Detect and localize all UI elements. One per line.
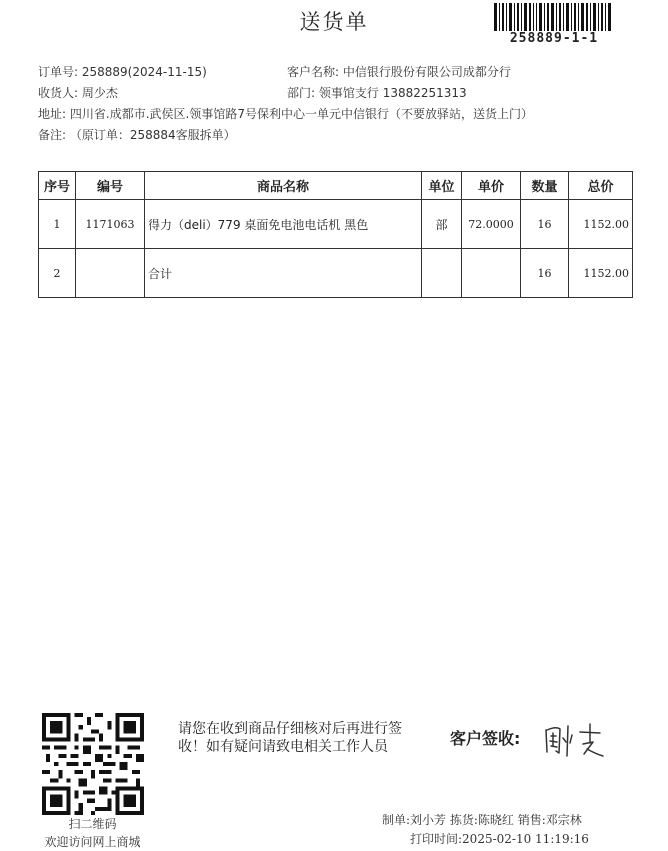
cell-code xyxy=(76,249,145,298)
receiver-label: 收货人: xyxy=(38,86,79,100)
qr-code-icon xyxy=(42,713,144,815)
makers-line: 制单:刘小芳 拣货:陈晓红 销售:邓宗林 xyxy=(382,813,582,827)
document-title: 送货单 xyxy=(299,10,369,34)
cell-code: 1171063 xyxy=(76,200,145,249)
cell-total: 1152.00 xyxy=(569,200,633,249)
header-index: 序号 xyxy=(39,172,76,200)
cell-total: 1152.00 xyxy=(569,249,633,298)
qr-caption-line1: 扫二维码 xyxy=(68,817,117,831)
cell-quantity: 16 xyxy=(521,200,569,249)
cell-unit: 部 xyxy=(422,200,462,249)
barcode xyxy=(494,3,612,31)
department-field xyxy=(287,84,467,101)
remark-field xyxy=(38,126,236,143)
cell-index: 2 xyxy=(39,249,76,298)
receiver-field xyxy=(38,84,118,101)
order-number-field xyxy=(38,63,207,80)
remark-label: 备注: xyxy=(38,128,67,142)
notice-line2: 收！如有疑问请致电相关工作人员 xyxy=(178,739,388,755)
customer-name-label: 客户名称: xyxy=(287,65,340,79)
customer-name-field xyxy=(287,63,511,80)
cell-quantity: 16 xyxy=(521,249,569,298)
qr-caption-line2: 欢迎访问网上商城 xyxy=(44,835,141,849)
remark-value: （原订单：258884客服拆单） xyxy=(69,128,236,142)
notice-text xyxy=(178,720,402,756)
cell-unit-price xyxy=(462,249,521,298)
table-row xyxy=(39,200,633,249)
qr-caption xyxy=(20,815,165,851)
items-table xyxy=(38,171,633,298)
order-number-value: 258889(2024-11-15) xyxy=(81,65,207,79)
notice-line1: 请您在收到商品仔细核对后再进行签 xyxy=(178,721,402,737)
address-label: 地址: xyxy=(38,107,67,121)
header-code: 编号 xyxy=(76,172,145,200)
print-time: 打印时间:2025-02-10 11:19:16 xyxy=(410,832,589,846)
barcode-number: 258889-1-1 xyxy=(509,31,599,46)
cell-product-name: 合计 xyxy=(145,249,422,298)
customer-name-value: 中信银行股份有限公司成都分行 xyxy=(342,65,511,79)
cell-unit xyxy=(422,249,462,298)
table-header-row xyxy=(39,172,633,200)
handwritten-signature xyxy=(540,718,610,762)
cell-index: 1 xyxy=(39,200,76,249)
address-field xyxy=(38,105,533,122)
table-row xyxy=(39,249,633,298)
signature-label: 客户签收: xyxy=(450,729,521,748)
header-quantity: 数量 xyxy=(521,172,569,200)
order-number-label: 订单号: xyxy=(38,65,79,79)
address-value: 四川省.成都市.武侯区.领事馆路7号保利中心一单元中信银行（不要放驿站，送货上门） xyxy=(69,107,533,121)
header-total: 总价 xyxy=(569,172,633,200)
header-unit-price: 单价 xyxy=(462,172,521,200)
receiver-value: 周少杰 xyxy=(81,86,118,100)
header-product-name: 商品名称 xyxy=(145,172,422,200)
cell-product-name: 得力（deli）779 桌面免电池电话机 黑色 xyxy=(145,200,422,249)
cell-unit-price: 72.0000 xyxy=(462,200,521,249)
header-unit: 单位 xyxy=(422,172,462,200)
department-value: 领事馆支行 13882251313 xyxy=(318,86,467,100)
department-label: 部门: xyxy=(287,86,316,100)
